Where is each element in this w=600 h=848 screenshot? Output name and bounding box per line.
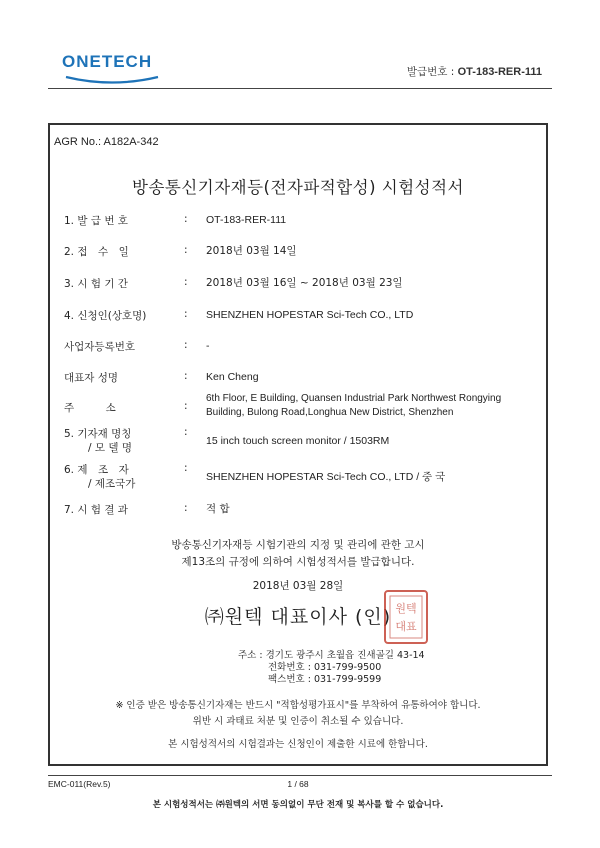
field-colon: : — [184, 370, 188, 382]
field-label: 5. 기자재 명칭 — [64, 428, 132, 440]
field-value-line1: 6th Floor, E Building, Quansen Industrial Park Northwest Rongying — [206, 393, 502, 404]
notice-line-2: 제13조의 규정에 의하여 시험성적서를 발급합니다. — [181, 556, 415, 568]
field-colon: : — [184, 276, 188, 288]
note-line-1: ※ 인증 받은 방송통신기자재는 반드시 "적합성평가표시"를 부착하여 유통하여야 합니다. — [115, 700, 481, 711]
field-colon: : — [184, 502, 188, 514]
field-value: - — [206, 340, 210, 352]
note-line-2: 위반 시 과태료 처분 및 인증이 취소될 수 있습니다. — [192, 716, 404, 727]
company-logo — [62, 48, 162, 88]
field-colon: : — [184, 244, 188, 256]
field-colon: : — [184, 339, 188, 351]
field-value-line2: Building, Bulong Road,Longhua New District, Shenzhen — [206, 407, 454, 418]
issue-date: 2018년 03월 28일 — [252, 580, 344, 592]
page-number: 1 / 68 — [287, 779, 309, 789]
svg-text:대표: 대표 — [395, 620, 417, 633]
company-address: 주소 : 경기도 광주시 초월읍 진새골길 43-14 — [238, 650, 425, 661]
field-label: 대표자 성명 — [64, 372, 119, 384]
note-line-3: 본 시험성적서의 시험결과는 신청인이 제출한 시료에 한합니다. — [168, 739, 428, 750]
field-value: 15 inch touch screen monitor / 1503RM — [206, 435, 390, 447]
document-number — [407, 64, 542, 79]
notice-line-1: 방송통신기자재등 시험기관의 지정 및 관리에 관한 고시 — [171, 539, 425, 551]
company-phone: 전화번호 : 031-799-9500 — [268, 662, 382, 673]
field-value: SHENZHEN HOPESTAR Sci-Tech CO., LTD — [206, 309, 414, 321]
logo-swoosh-icon — [62, 74, 162, 86]
field-value: 2018년 03월 14일 — [206, 245, 297, 257]
agr-number: AGR No.: A182A-342 — [54, 136, 159, 148]
logo-text: ONETECH — [62, 52, 153, 71]
field-value: 2018년 03월 16일 ~ 2018년 03월 23일 — [206, 277, 403, 289]
field-colon: : — [184, 400, 188, 412]
field-value: 적 합 — [206, 503, 230, 515]
form-number: EMC-011(Rev.5) — [48, 779, 111, 789]
field-label: 6. 제 조 자 — [64, 464, 129, 476]
svg-text:원텍: 원텍 — [395, 602, 417, 615]
field-value: Ken Cheng — [206, 371, 259, 383]
field-label: 3. 시 험 기 간 — [64, 278, 128, 290]
footer-divider — [48, 775, 552, 776]
company-signature: ㈜원텍 대표이사 (인) — [204, 606, 392, 628]
document-title: 방송통신기자재등(전자파적합성) 시험성적서 — [132, 178, 464, 197]
field-label: 7. 시 험 결 과 — [64, 504, 128, 516]
field-label: 4. 신청인(상호명) — [64, 310, 147, 322]
field-value: OT-183-RER-111 — [206, 214, 287, 226]
field-colon: : — [184, 213, 188, 225]
field-colon: : — [184, 426, 188, 438]
field-sublabel: / 제조국가 — [88, 478, 136, 490]
field-label: 1. 발 급 번 호 — [64, 215, 128, 227]
field-colon: : — [184, 308, 188, 320]
field-label: 사업자등록번호 — [64, 341, 136, 353]
header-divider — [48, 88, 552, 89]
company-fax: 팩스번호 : 031-799-9599 — [268, 674, 382, 685]
doc-no-label: 발급번호 : — [406, 66, 455, 78]
field-label: 주 소 — [64, 402, 116, 414]
company-seal-icon — [382, 588, 430, 646]
field-value: SHENZHEN HOPESTAR Sci-Tech CO., LTD / 중 국 — [206, 471, 446, 483]
field-colon: : — [184, 462, 188, 474]
doc-no-value: OT-183-RER-111 — [457, 66, 542, 78]
field-label: 2. 접 수 일 — [64, 246, 129, 258]
field-sublabel: / 모 델 명 — [88, 442, 132, 454]
copyright-notice: 본 시험성적서는 ㈜원텍의 서면 동의없이 무단 전재 및 복사를 할 수 없습니다. — [152, 800, 444, 810]
